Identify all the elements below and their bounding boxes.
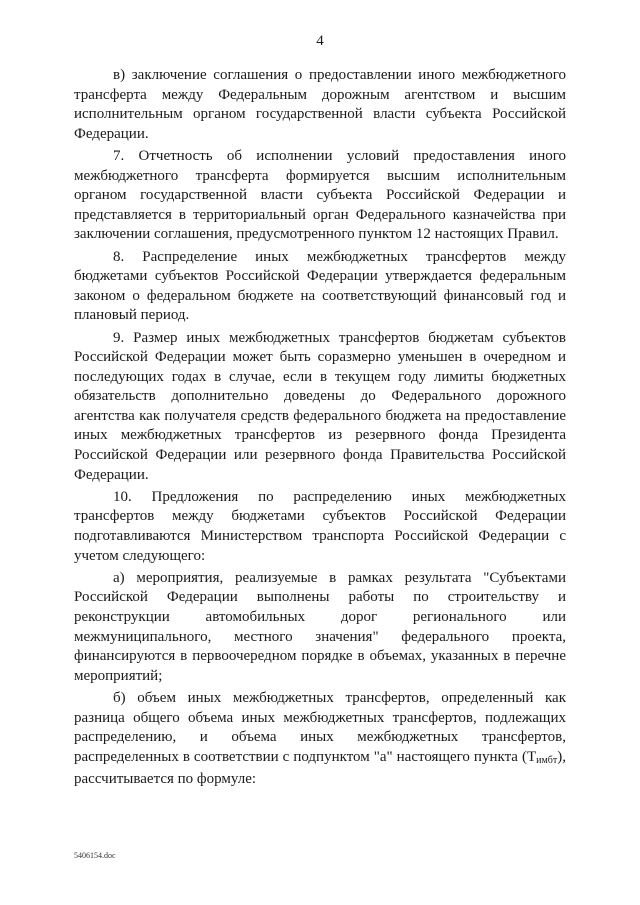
paragraph-7: 7. Отчетность об исполнении условий предоставления иного межбюджетного трансферта формируется высшим исполнительным органом государственной власти субъекта Российской Федерации и представляется в территориальный орган Федерального казначейства при заключении соглашения, предусмотренного пунктом 12 настоящих Правил. bbox=[74, 147, 566, 243]
paragraph-8: 8. Распределение иных межбюджетных трансфертов между бюджетами субъектов Российской Федерации утверждается федеральным законом о федеральном бюджете на соответствующий финансовый год и плановый период. bbox=[74, 248, 566, 324]
paragraph-10: 10. Предложения по распределению иных межбюджетных трансфертов между бюджетами субъектов Российской Федерации подготавливаются Министерством транспорта Российской Федерации с учетом следующего: bbox=[74, 488, 566, 564]
paragraph-6v: в) заключение соглашения о предоставлении иного межбюджетного трансферта между Федеральным дорожным агентством и высшим исполнительным органом государственной власти субъекта Российской Федерации. bbox=[74, 67, 566, 142]
paragraph-10a: а) мероприятия, реализуемые в рамках результата "Субъектами Российской Федерации выполнены работы по строительству и реконструкции автомобильных дорог регионального или межмуниципального, местного значения" федерального проекта, финансируются в первоочередном порядке в объемах, указанных в перечне мероприятий; bbox=[74, 569, 566, 684]
page-number: 4 bbox=[316, 33, 324, 49]
paragraph-10b bbox=[74, 689, 566, 790]
document-body bbox=[74, 66, 566, 790]
paragraph-10b-text: б) объем иных межбюджетных трансфертов, определенный как разница общего объема иных межбюджетных трансфертов, подлежащих распределению, и объема иных межбюджетных трансфертов, распределенных в соответствии с подпунктом "а" настоящего пункта (T bbox=[74, 689, 566, 765]
formula-subscript: имбт bbox=[536, 754, 558, 766]
paragraph-9: 9. Размер иных межбюджетных трансфертов бюджетам субъектов Российской Федерации может быть соразмерно уменьшен в очередном и последующих годах в случае, если в текущем году лимиты бюджетных обязательств дополнительно доведены до Федерального дорожного агентства как получателя средств федерального бюджета на предоставление иных межбюджетных трансфертов из резервного фонда Президента Российской Федерации или резервного фонда Правительства Российской Федерации. bbox=[74, 329, 566, 483]
paragraph-10b-tail: ), рассчитывается по формуле: bbox=[74, 748, 566, 788]
footer-filename: 5406154.doc bbox=[74, 851, 116, 860]
